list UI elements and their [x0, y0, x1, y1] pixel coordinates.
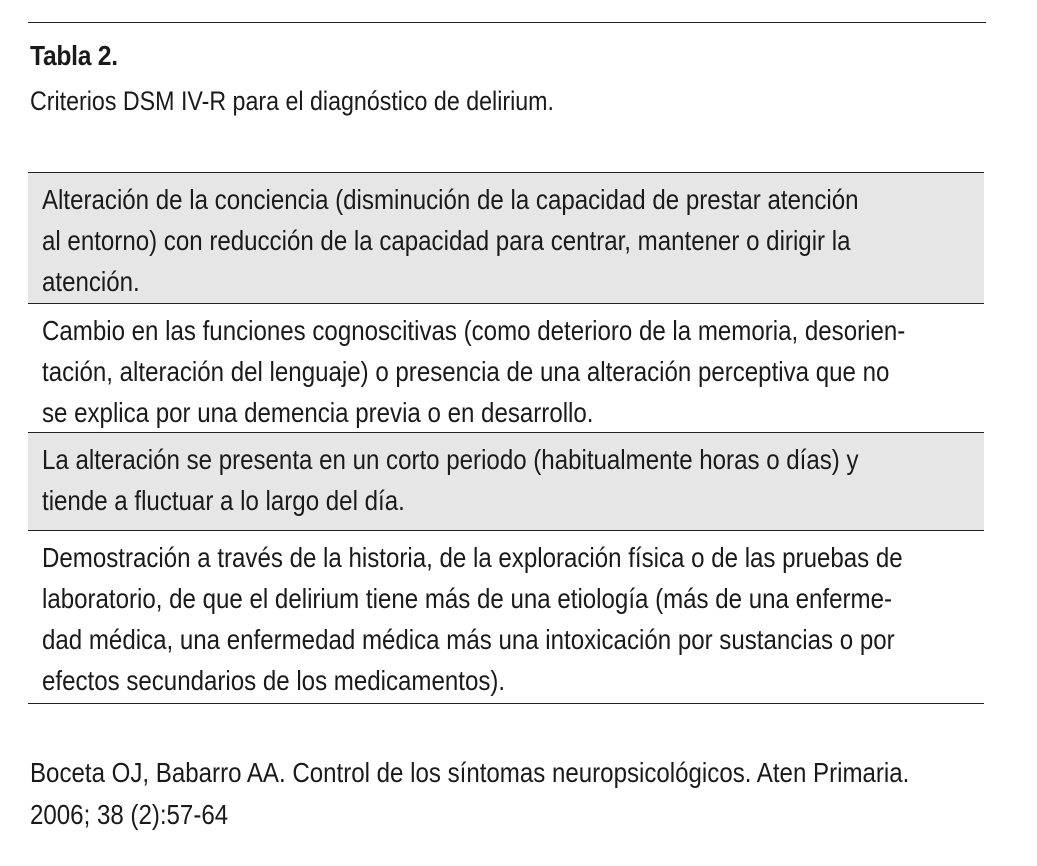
table-title: Tabla 2. — [30, 40, 118, 71]
table-subtitle: Criterios DSM IV-R para el diagnóstico de delirium. — [30, 86, 554, 116]
criterion-line: tiende a fluctuar a lo largo del día. — [42, 485, 405, 516]
criterion-row-1 — [28, 173, 984, 304]
criterion-line: laboratorio, de que el delirium tiene más de una etiología (más de una enferme- — [42, 583, 892, 614]
criterion-line: Demostración a través de la historia, de la exploración física o de las pruebas de — [42, 542, 903, 573]
criterion-text — [42, 179, 962, 302]
criterion-row-3 — [28, 433, 984, 531]
criterion-line: tación, alteración del lenguaje) o presencia de una alteración perceptiva que no — [42, 356, 890, 387]
criterion-line: Cambio en las funciones cognoscitivas (como deterioro de la memoria, desorien- — [42, 315, 906, 346]
criterion-line: Alteración de la conciencia (disminución de la capacidad de prestar atención — [42, 184, 859, 215]
criteria-table — [28, 172, 984, 704]
criterion-text — [42, 537, 962, 701]
citation-line: Boceta OJ, Babarro AA. Control de los síntomas neuropsicológicos. Aten Primaria. — [30, 757, 910, 788]
criterion-row-2 — [28, 304, 984, 433]
criterion-row-4 — [28, 531, 984, 704]
criterion-line: atención. — [42, 266, 140, 297]
criterion-line: se explica por una demencia previa o en desarrollo. — [42, 397, 594, 428]
criterion-line: al entorno) con reducción de la capacidad para centrar, mantener o dirigir la — [42, 225, 851, 256]
criterion-text — [42, 310, 962, 433]
criterion-line: efectos secundarios de los medicamentos). — [42, 665, 506, 696]
criterion-text — [42, 439, 962, 521]
citation-line: 2006; 38 (2):57-64 — [30, 799, 229, 830]
source-citation — [30, 752, 909, 836]
top-rule — [28, 22, 986, 23]
criterion-line: dad médica, una enfermedad médica más una intoxicación por sustancias o por — [42, 624, 895, 655]
criterion-line: La alteración se presenta en un corto periodo (habitualmente horas o días) y — [42, 444, 859, 475]
